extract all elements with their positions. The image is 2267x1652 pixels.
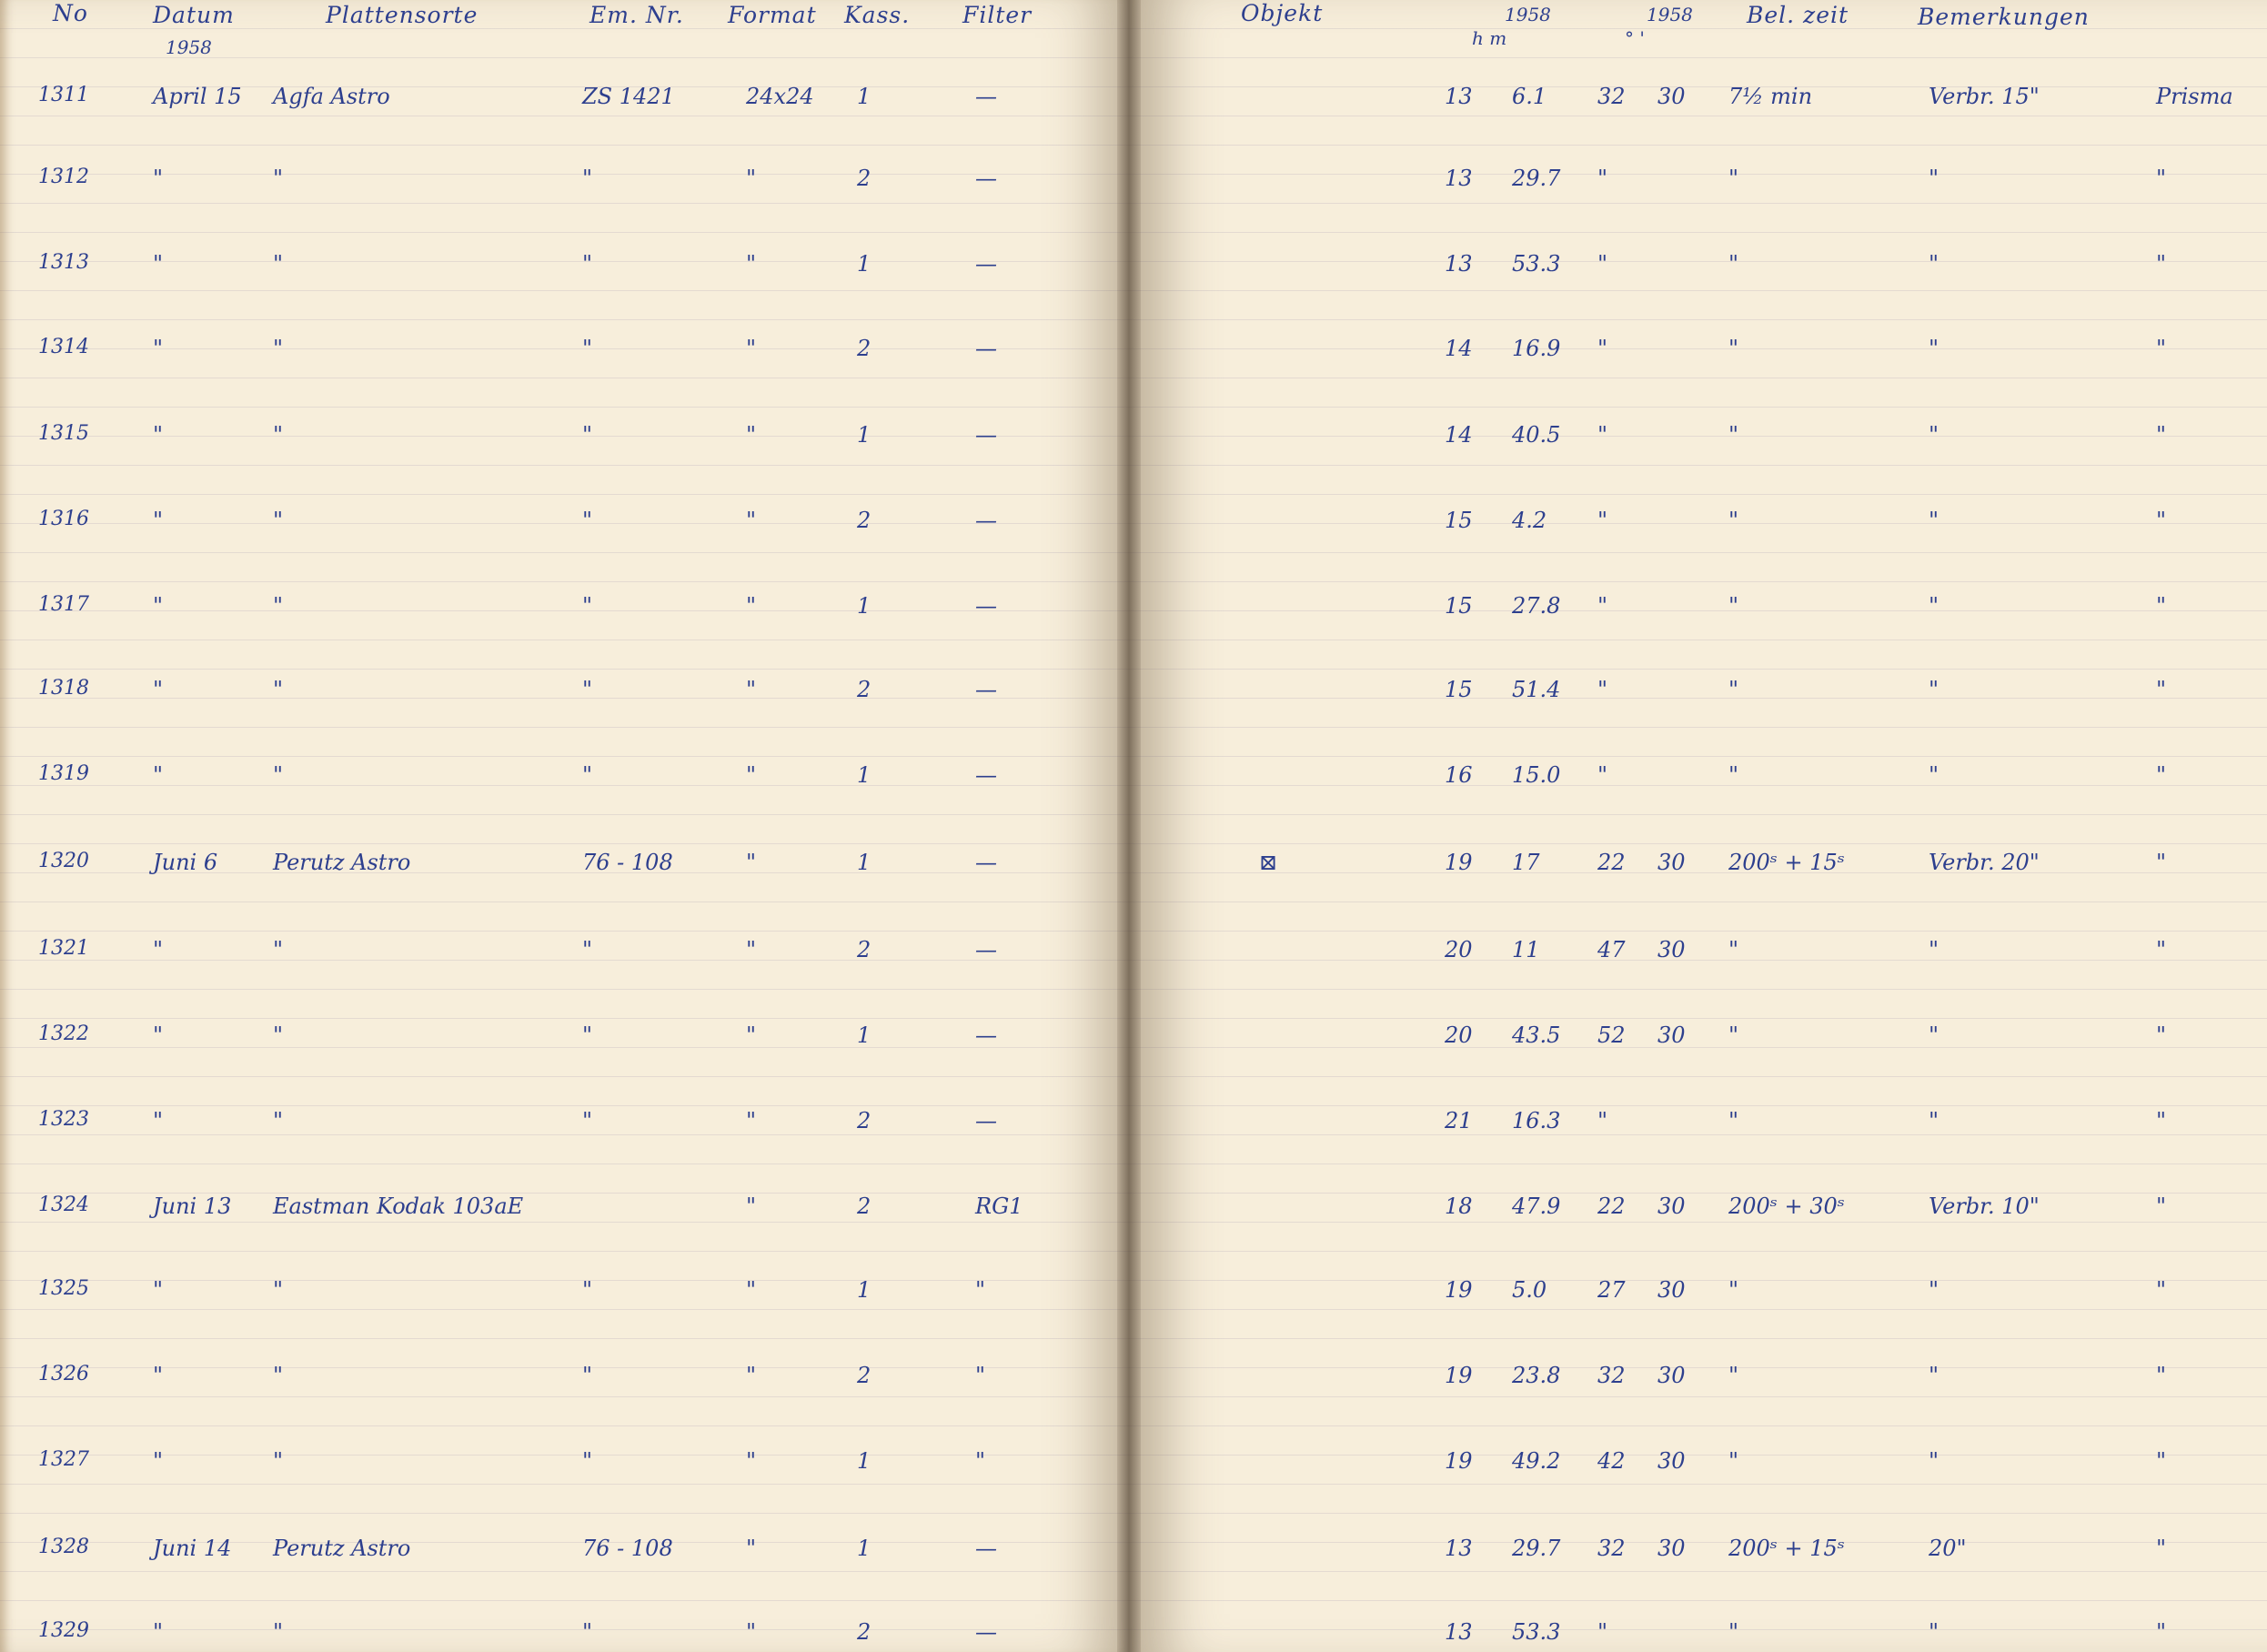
entry-emulsion-number: 76 - 108 <box>582 850 673 875</box>
entry-exposure-time: 200ˢ + 30ˢ <box>1728 1194 1845 1219</box>
entry-exposure-time: " <box>1728 593 1739 619</box>
entry-ra-minutes: 49.2 <box>1512 1448 1561 1474</box>
entry-number: 1313 <box>38 251 89 274</box>
right-page <box>1128 0 2267 1652</box>
entry-remarks: " <box>1929 1022 1940 1048</box>
entry-extra-note: " <box>2156 1363 2167 1388</box>
entry-dec-degrees: 32 <box>1597 1363 1626 1388</box>
entry-extra-note: " <box>2156 336 2167 361</box>
entry-cassette: 1 <box>857 1277 872 1303</box>
entry-exposure-time: " <box>1728 1277 1739 1303</box>
entry-format: " <box>746 1536 757 1561</box>
header-dec-units: ° ' <box>1625 27 1645 49</box>
entry-ra-hours: 15 <box>1445 677 1473 702</box>
entry-remarks: Verbr. 20" <box>1929 850 2040 875</box>
entry-ra-hours: 19 <box>1445 850 1473 875</box>
entry-emulsion-number: " <box>582 937 593 962</box>
entry-plate-type: " <box>273 1277 284 1303</box>
header-plattensorte: Plattensorte <box>326 2 479 28</box>
entry-dec-degrees: 22 <box>1597 1194 1626 1219</box>
entry-ra-hours: 19 <box>1445 1448 1473 1474</box>
entry-format: " <box>746 677 757 702</box>
entry-filter: — <box>975 937 997 962</box>
entry-format: " <box>746 251 757 277</box>
entry-ra-minutes: 43.5 <box>1512 1022 1561 1048</box>
entry-filter: — <box>975 422 997 448</box>
entry-emulsion-number: " <box>582 1108 593 1133</box>
entry-exposure-time: " <box>1728 1619 1739 1645</box>
header-no: No <box>53 0 88 26</box>
entry-dec-degrees: 47 <box>1597 937 1626 962</box>
header-objekt: Objekt <box>1241 0 1324 26</box>
entry-dec-minutes: 30 <box>1657 1536 1686 1561</box>
entry-plate-type: " <box>273 1619 284 1645</box>
entry-cassette: 2 <box>857 166 872 191</box>
entry-extra-note: " <box>2156 166 2167 191</box>
entry-exposure-time: 200ˢ + 15ˢ <box>1728 850 1845 875</box>
book-gutter <box>1117 0 1141 1652</box>
entry-date: April 15 <box>153 84 242 109</box>
entry-date: " <box>153 593 164 619</box>
entry-ra-minutes: 11 <box>1512 937 1540 962</box>
entry-date: " <box>153 937 164 962</box>
entry-cassette: 2 <box>857 1194 872 1219</box>
entry-ra-hours: 13 <box>1445 84 1473 109</box>
entry-ra-minutes: 17 <box>1512 850 1540 875</box>
entry-number: 1326 <box>38 1363 89 1385</box>
entry-format: " <box>746 166 757 191</box>
entry-emulsion-number: " <box>582 677 593 702</box>
entry-date: " <box>153 1108 164 1133</box>
entry-ra-minutes: 23.8 <box>1512 1363 1561 1388</box>
entry-extra-note: " <box>2156 251 2167 277</box>
entry-date: " <box>153 508 164 533</box>
entry-ra-hours: 14 <box>1445 422 1473 448</box>
entry-format: " <box>746 593 757 619</box>
entry-emulsion-number: " <box>582 1448 593 1474</box>
entry-extra-note: " <box>2156 1194 2167 1219</box>
entry-ra-minutes: 5.0 <box>1512 1277 1547 1303</box>
entry-plate-type: " <box>273 1022 284 1048</box>
entry-ra-hours: 15 <box>1445 508 1473 533</box>
entry-cassette: 1 <box>857 1022 872 1048</box>
entry-cassette: 2 <box>857 677 872 702</box>
entry-dec-degrees: " <box>1597 1619 1608 1645</box>
entry-cassette: 2 <box>857 508 872 533</box>
entry-format: " <box>746 1194 757 1219</box>
entry-date: " <box>153 336 164 361</box>
entry-dec-degrees: 27 <box>1597 1277 1626 1303</box>
entry-date: " <box>153 1619 164 1645</box>
entry-number: 1321 <box>38 937 89 960</box>
entry-ra-minutes: 40.5 <box>1512 422 1561 448</box>
entry-ra-hours: 21 <box>1445 1108 1473 1133</box>
entry-remarks: " <box>1929 762 1940 788</box>
entry-number: 1325 <box>38 1277 89 1300</box>
header-bel-zeit: Bel. zeit <box>1747 2 1849 28</box>
entry-format: " <box>746 1619 757 1645</box>
entry-plate-type: " <box>273 762 284 788</box>
entry-number: 1319 <box>38 762 89 785</box>
entry-extra-note: Prisma <box>2156 84 2233 109</box>
entry-date: " <box>153 762 164 788</box>
entry-extra-note: " <box>2156 1619 2167 1645</box>
entry-extra-note: " <box>2156 1536 2167 1561</box>
entry-exposure-time: " <box>1728 1363 1739 1388</box>
entry-cassette: 1 <box>857 850 872 875</box>
entry-exposure-time: 200ˢ + 15ˢ <box>1728 1536 1845 1561</box>
entry-format: " <box>746 422 757 448</box>
entry-filter: RG1 <box>975 1194 1023 1219</box>
entry-dec-minutes: 30 <box>1657 1448 1686 1474</box>
left-page <box>0 0 1128 1652</box>
entry-plate-type: Agfa Astro <box>273 84 390 109</box>
entry-extra-note: " <box>2156 850 2167 875</box>
entry-cassette: 1 <box>857 593 872 619</box>
entry-exposure-time: " <box>1728 1022 1739 1048</box>
entry-ra-minutes: 15.0 <box>1512 762 1561 788</box>
entry-number: 1311 <box>38 84 89 106</box>
entry-format: " <box>746 1022 757 1048</box>
entry-format: " <box>746 1108 757 1133</box>
entry-ra-hours: 16 <box>1445 762 1473 788</box>
entry-dec-degrees: " <box>1597 251 1608 277</box>
entry-ra-minutes: 47.9 <box>1512 1194 1561 1219</box>
entry-dec-minutes: 30 <box>1657 937 1686 962</box>
entry-dec-degrees: 42 <box>1597 1448 1626 1474</box>
entry-plate-type: " <box>273 1448 284 1474</box>
header-filter: Filter <box>962 2 1033 28</box>
entry-extra-note: " <box>2156 1022 2167 1048</box>
entry-ra-hours: 19 <box>1445 1363 1473 1388</box>
entry-remarks: " <box>1929 166 1940 191</box>
entry-dec-degrees: 32 <box>1597 1536 1626 1561</box>
entry-emulsion-number: " <box>582 1619 593 1645</box>
entry-remarks: " <box>1929 422 1940 448</box>
entry-format: " <box>746 508 757 533</box>
entry-remarks: " <box>1929 1277 1940 1303</box>
header-kass: Kass. <box>844 2 911 28</box>
entry-dec-degrees: " <box>1597 762 1608 788</box>
entry-cassette: 2 <box>857 1363 872 1388</box>
entry-filter: — <box>975 336 997 361</box>
entry-ra-hours: 18 <box>1445 1194 1473 1219</box>
entry-cassette: 2 <box>857 937 872 962</box>
entry-dec-degrees: " <box>1597 336 1608 361</box>
entry-filter: — <box>975 1619 997 1645</box>
entry-ra-hours: 15 <box>1445 593 1473 619</box>
entry-plate-type: Perutz Astro <box>273 1536 411 1561</box>
entry-ra-hours: 20 <box>1445 1022 1473 1048</box>
entry-exposure-time: 7½ min <box>1728 84 1813 109</box>
entry-remarks: " <box>1929 1108 1940 1133</box>
entry-plate-type: " <box>273 937 284 962</box>
entry-emulsion-number: " <box>582 251 593 277</box>
entry-dec-minutes: 30 <box>1657 850 1686 875</box>
entry-remarks: " <box>1929 336 1940 361</box>
entry-extra-note: " <box>2156 677 2167 702</box>
entry-plate-type: " <box>273 508 284 533</box>
header-ra: 1958 <box>1505 4 1551 25</box>
entry-filter: " <box>975 1277 986 1303</box>
entry-format: " <box>746 1277 757 1303</box>
entry-emulsion-number: " <box>582 166 593 191</box>
entry-plate-type: " <box>273 677 284 702</box>
entry-cassette: 1 <box>857 762 872 788</box>
entry-dec-minutes: 30 <box>1657 1022 1686 1048</box>
entry-format: " <box>746 850 757 875</box>
entry-exposure-time: " <box>1728 1108 1739 1133</box>
entry-filter: — <box>975 593 997 619</box>
entry-remarks: " <box>1929 1619 1940 1645</box>
entry-number: 1312 <box>38 166 89 188</box>
entry-exposure-time: " <box>1728 937 1739 962</box>
entry-ra-hours: 13 <box>1445 166 1473 191</box>
header-datum: Datum <box>153 2 235 28</box>
entry-dec-minutes: 30 <box>1657 1194 1686 1219</box>
entry-dec-degrees: 52 <box>1597 1022 1626 1048</box>
entry-date: " <box>153 1022 164 1048</box>
entry-dec-minutes: 30 <box>1657 1363 1686 1388</box>
entry-dec-degrees: " <box>1597 1108 1608 1133</box>
entry-date: " <box>153 422 164 448</box>
entry-ra-hours: 13 <box>1445 1536 1473 1561</box>
entry-cassette: 1 <box>857 251 872 277</box>
entry-plate-type: Perutz Astro <box>273 850 411 875</box>
entry-ra-hours: 20 <box>1445 937 1473 962</box>
entry-remarks: 20" <box>1929 1536 1967 1561</box>
entry-ra-minutes: 6.1 <box>1512 84 1547 109</box>
entry-plate-type: " <box>273 1108 284 1133</box>
entry-dec-degrees: " <box>1597 677 1608 702</box>
entry-filter: " <box>975 1448 986 1474</box>
entry-plate-type: " <box>273 593 284 619</box>
entry-exposure-time: " <box>1728 166 1739 191</box>
entry-date: Juni 6 <box>153 850 218 875</box>
entry-emulsion-number: " <box>582 422 593 448</box>
entry-number: 1322 <box>38 1022 89 1045</box>
entry-ra-minutes: 16.3 <box>1512 1108 1561 1133</box>
entry-date: " <box>153 251 164 277</box>
entry-exposure-time: " <box>1728 508 1739 533</box>
entry-remarks: " <box>1929 251 1940 277</box>
entry-extra-note: " <box>2156 1277 2167 1303</box>
entry-format: 24x24 <box>746 84 814 109</box>
entry-ra-minutes: 16.9 <box>1512 336 1561 361</box>
entry-plate-type: " <box>273 166 284 191</box>
entry-exposure-time: " <box>1728 422 1739 448</box>
entry-remarks: " <box>1929 593 1940 619</box>
entry-filter: — <box>975 508 997 533</box>
entry-plate-type: Eastman Kodak 103aE <box>273 1194 524 1219</box>
entry-filter: — <box>975 84 997 109</box>
entry-filter: — <box>975 251 997 277</box>
entry-emulsion-number: " <box>582 1022 593 1048</box>
entry-date: " <box>153 677 164 702</box>
header-datum-year: 1958 <box>166 36 212 58</box>
entry-format: " <box>746 336 757 361</box>
entry-ra-minutes: 51.4 <box>1512 677 1561 702</box>
entry-filter: — <box>975 166 997 191</box>
entry-plate-type: " <box>273 336 284 361</box>
entry-number: 1320 <box>38 850 89 872</box>
entry-cassette: 1 <box>857 1536 872 1561</box>
entry-extra-note: " <box>2156 508 2167 533</box>
entry-ra-hours: 14 <box>1445 336 1473 361</box>
entry-cassette: 2 <box>857 336 872 361</box>
entry-remarks: Verbr. 10" <box>1929 1194 2040 1219</box>
entry-ra-hours: 19 <box>1445 1277 1473 1303</box>
entry-filter: — <box>975 1108 997 1133</box>
entry-format: " <box>746 1363 757 1388</box>
entry-emulsion-number: 76 - 108 <box>582 1536 673 1561</box>
entry-ra-minutes: 29.7 <box>1512 166 1561 191</box>
header-dec: 1958 <box>1647 4 1693 25</box>
entry-ra-hours: 13 <box>1445 1619 1473 1645</box>
entry-extra-note: " <box>2156 1448 2167 1474</box>
entry-filter: " <box>975 1363 986 1388</box>
entry-cassette: 2 <box>857 1108 872 1133</box>
entry-cassette: 1 <box>857 84 872 109</box>
entry-format: " <box>746 1448 757 1474</box>
entry-date: " <box>153 1448 164 1474</box>
entry-filter: — <box>975 677 997 702</box>
entry-remarks: " <box>1929 937 1940 962</box>
entry-ra-hours: 13 <box>1445 251 1473 277</box>
entry-filter: — <box>975 762 997 788</box>
entry-emulsion-number: " <box>582 1277 593 1303</box>
entry-number: 1328 <box>38 1536 89 1558</box>
entry-number: 1316 <box>38 508 89 530</box>
entry-ra-minutes: 27.8 <box>1512 593 1561 619</box>
entry-cassette: 1 <box>857 422 872 448</box>
entry-exposure-time: " <box>1728 762 1739 788</box>
entry-remarks: " <box>1929 677 1940 702</box>
entry-dec-degrees: " <box>1597 166 1608 191</box>
header-em-nr: Em. Nr. <box>589 2 684 28</box>
entry-emulsion-number: " <box>582 593 593 619</box>
header-bemerkungen: Bemerkungen <box>1918 4 2090 30</box>
entry-number: 1329 <box>38 1619 89 1642</box>
entry-ra-minutes: 4.2 <box>1512 508 1547 533</box>
entry-object-mark: ⊠ <box>1259 850 1278 875</box>
entry-emulsion-number: " <box>582 1363 593 1388</box>
entry-number: 1327 <box>38 1448 89 1471</box>
entry-extra-note: " <box>2156 937 2167 962</box>
entry-emulsion-number: " <box>582 336 593 361</box>
entry-date: " <box>153 1277 164 1303</box>
entry-ra-minutes: 29.7 <box>1512 1536 1561 1561</box>
entry-plate-type: " <box>273 1363 284 1388</box>
entry-dec-minutes: 30 <box>1657 1277 1686 1303</box>
entry-exposure-time: " <box>1728 336 1739 361</box>
entry-ra-minutes: 53.3 <box>1512 251 1561 277</box>
entry-dec-minutes: 30 <box>1657 84 1686 109</box>
entry-format: " <box>746 937 757 962</box>
entry-remarks: " <box>1929 508 1940 533</box>
entry-extra-note: " <box>2156 762 2167 788</box>
entry-emulsion-number: " <box>582 508 593 533</box>
entry-emulsion-number: ZS 1421 <box>582 84 675 109</box>
entry-date: " <box>153 166 164 191</box>
entry-plate-type: " <box>273 422 284 448</box>
entry-extra-note: " <box>2156 422 2167 448</box>
entry-filter: — <box>975 850 997 875</box>
entry-extra-note: " <box>2156 593 2167 619</box>
entry-remarks: Verbr. 15" <box>1929 84 2040 109</box>
entry-number: 1318 <box>38 677 89 700</box>
entry-extra-note: " <box>2156 1108 2167 1133</box>
entry-exposure-time: " <box>1728 677 1739 702</box>
entry-format: " <box>746 762 757 788</box>
entry-dec-degrees: 32 <box>1597 84 1626 109</box>
entry-remarks: " <box>1929 1363 1940 1388</box>
entry-dec-degrees: " <box>1597 422 1608 448</box>
entry-cassette: 2 <box>857 1619 872 1645</box>
entry-exposure-time: " <box>1728 1448 1739 1474</box>
entry-number: 1314 <box>38 336 89 358</box>
entry-date: Juni 13 <box>153 1194 232 1219</box>
entry-date: " <box>153 1363 164 1388</box>
entry-filter: — <box>975 1022 997 1048</box>
entry-dec-degrees: " <box>1597 508 1608 533</box>
entry-number: 1324 <box>38 1194 89 1216</box>
entry-remarks: " <box>1929 1448 1940 1474</box>
entry-cassette: 1 <box>857 1448 872 1474</box>
entry-filter: — <box>975 1536 997 1561</box>
entry-number: 1323 <box>38 1108 89 1131</box>
header-ra-units: h m <box>1472 27 1507 49</box>
entry-number: 1317 <box>38 593 89 616</box>
entry-dec-degrees: 22 <box>1597 850 1626 875</box>
entry-ra-minutes: 53.3 <box>1512 1619 1561 1645</box>
entry-emulsion-number: " <box>582 762 593 788</box>
header-format: Format <box>728 2 817 28</box>
entry-exposure-time: " <box>1728 251 1739 277</box>
entry-number: 1315 <box>38 422 89 445</box>
entry-plate-type: " <box>273 251 284 277</box>
entry-dec-degrees: " <box>1597 593 1608 619</box>
entry-date: Juni 14 <box>153 1536 232 1561</box>
